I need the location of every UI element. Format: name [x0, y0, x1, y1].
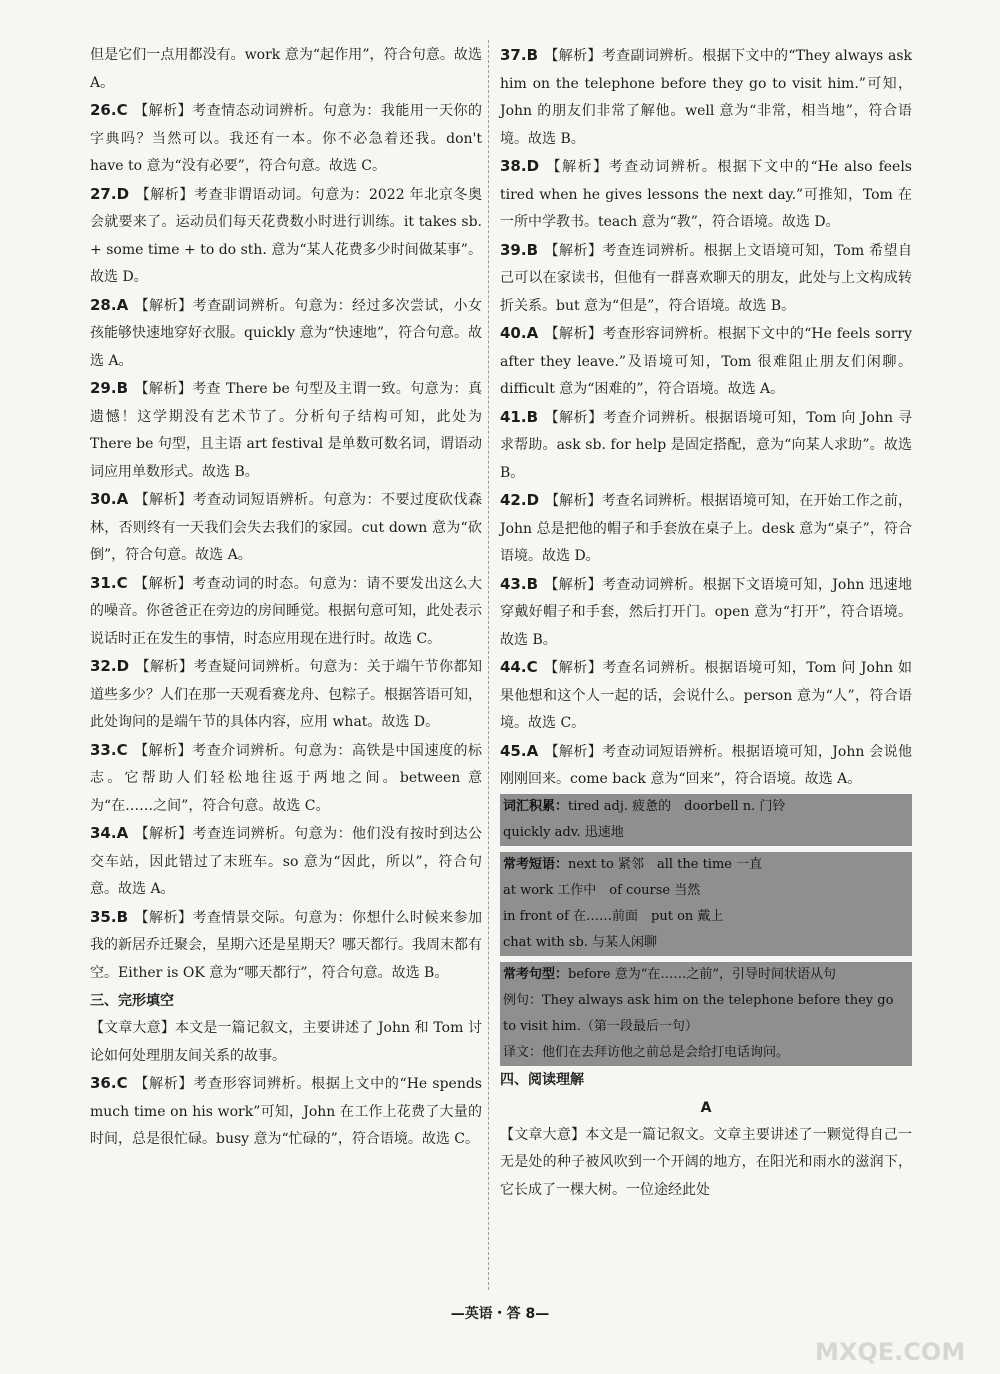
answer-explanation: 【解析】考查疑问词辨析。句意为：关于端午节你都知道些多少？人们在那一天观看赛龙舟、包粽子。根据答语可知，此处询问的是端午节的具体内容，应用 what。故选 D。	[90, 659, 482, 730]
passage-label: A	[700, 1099, 712, 1116]
section-heading-cloze: 三、完形填空	[90, 993, 174, 1009]
answer-explanation: 【解析】考查情态动词辨析。句意为：我能用一天你的字典吗？当然可以。我还有一本。你不必急着还我。don't have to 意为“没有必要”，符合句意。故选 C。	[90, 103, 482, 174]
phrase-line: next to 紧邻 all the time 一直	[568, 856, 763, 872]
answer-number: 33.C	[90, 740, 128, 759]
answer-explanation: 【解析】考查动词辨析。根据下文语境可知，John 迅速地穿戴好帽子和手套，然后打开门。open 意为“打开”，符合语境。故选 B。	[500, 576, 912, 648]
phrase-line: chat with sb. 与某人闲聊	[503, 934, 658, 950]
phrases-box	[500, 852, 912, 956]
answer-explanation: 【解析】考查动词短语辨析。句意为：不要过度砍伐森林，否则终有一天我们会失去我们的家园。cut down 意为“砍倒”，符合句意。故选 A。	[90, 492, 482, 563]
answer-number: 31.C	[90, 573, 128, 592]
right-column	[500, 42, 912, 1204]
section-heading-reading: 四、阅读理解	[500, 1071, 584, 1088]
answer-number: 27.D	[90, 184, 130, 203]
answer-number: 43.B	[500, 574, 539, 593]
answer-explanation: 【解析】考查介词辨析。根据语境可知，Tom 向 John 寻求帮助。ask sb. for help 是固定搭配，意为“向某人求助”。故选 B。	[500, 409, 912, 481]
answer-number: 29.B	[90, 379, 129, 397]
answer-entry	[500, 571, 912, 655]
vocab-line: tired adj. 疲惫的 doorbell n. 门铃	[568, 798, 786, 814]
watermark-text: MXQE.COM	[815, 1338, 966, 1366]
answer-explanation: 【解析】考查形容词辨析。根据上文中的“He spends much time on his work”可知，John 在工作上花费了大量的时间，总是很忙碌。busy 意为“忙碌的”，符合语境。故选 C。	[90, 1076, 482, 1147]
answer-entry	[500, 404, 912, 488]
answer-entry	[90, 181, 482, 292]
answer-explanation: 【解析】考查动词短语辨析。根据语境可知，John 会说他刚刚回来。come back 意为“回来”，符合语境。故选 A。	[500, 743, 912, 787]
answer-number: 44.C	[500, 658, 538, 676]
sentence-pattern-box	[500, 962, 912, 1066]
left-column	[90, 42, 482, 1154]
answer-entry	[90, 292, 482, 376]
pattern-line: before 意为“在……之前”，引导时间状语从句	[568, 966, 837, 982]
answer-explanation: 【解析】考查介词辨析。句意为：高铁是中国速度的标志。它帮助人们轻松地往返于两地之间。between 意为“在……之间”，符合句意。故选 C。	[90, 742, 482, 814]
answer-number: 42.D	[500, 491, 540, 509]
answer-explanation: 【解析】考查动词的时态。句意为：请不要发出这么大的噪音。你爸爸正在旁边的房间睡觉。根据句意可知，此处表示说话时正在发生的事情，时态应用现在进行时。故选 C。	[90, 575, 482, 647]
answer-entry	[90, 486, 482, 570]
answer-entry	[500, 42, 912, 153]
answer-explanation: 【解析】考查连词辨析。句意为：他们没有按时到达公交车站，因此错过了末班车。so 意为“因此，所以”，符合句意。故选 A。	[90, 826, 482, 897]
answer-number: 41.B	[500, 407, 539, 426]
answer-explanation: 【解析】考查副词辨析。句意为：经过多次尝试，小女孩能够快速地穿好衣服。quickly 意为“快速地”，符合句意。故选 A。	[90, 297, 482, 369]
answer-entry	[500, 237, 912, 321]
answer-number: 39.B	[500, 240, 539, 259]
answer-explanation: 【解析】考查名词辨析。根据语境可知，Tom 问 John 如果他想和这个人一起的话，会说什么。person 意为“人”，符合语境。故选 C。	[500, 660, 912, 731]
answer-explanation: 【解析】考查形容词辨析。根据下文中的“He feels sorry after they leave.”及语境可知，Tom 很难阻止朋友们闲聊。difficult 意为“困难的”，符合语境。故选 A。	[500, 326, 912, 397]
answer-number: 30.A	[90, 490, 129, 508]
answer-entry	[90, 1070, 482, 1154]
answer-number: 45.A	[500, 741, 539, 760]
page-footer: —英语・答 8—	[450, 1306, 550, 1322]
column-divider	[488, 40, 489, 1290]
answer-explanation: 【解析】考查非谓语动词。句意为：2022 年北京冬奥会就要来了。运动员们每天花费数小时进行训练。it takes sb. + some time + to do sth. 意为“某人花费多少时间做某事”。故选 D。	[90, 186, 482, 285]
answer-entry	[500, 153, 912, 237]
phrases-label: 常考短语：	[503, 856, 569, 872]
answer-explanation: 【解析】考查动词辨析。根据下文中的“He also feels tired when he gives lessons the next day.”可推知，Tom 在一所中学教书。teach 意为“教”，符合语境。故选 D。	[500, 159, 912, 230]
answer-number: 40.A	[500, 324, 539, 342]
answer-number: 32.D	[90, 657, 130, 675]
answer-explanation: 【解析】考查名词辨析。根据语境可知，在开始工作之前，John 总是把他的帽子和手套放在桌子上。desk 意为“桌子”，符合语境。故选 D。	[500, 493, 912, 564]
answer-explanation: 【解析】考查副词辨析。根据下文中的“They always ask him on the telephone before they go to visit him.”可知，John 的朋友们非常了解他。well 意为“非常，相当地”，符合语境。故选 B。	[500, 48, 912, 147]
answer-number: 38.D	[500, 157, 540, 175]
answer-explanation: 【解析】考查 There be 句型及主谓一致。句意为：真遗憾！这学期没有艺术节了。分析句子结构可知，此处为 There be 句型，且主语 art festival 是单数可数名词，谓语动词应用单数形式。故选 B。	[90, 381, 482, 480]
answer-entry	[90, 375, 482, 486]
example-line: 例句：They always ask him on the telephone before they go to visit him.（第一段最后一句）	[503, 992, 894, 1034]
answer-entry	[500, 654, 912, 738]
answer-entry	[90, 737, 482, 821]
article-summary: 【文章大意】本文是一篇记叙文。文章主要讲述了一颗觉得自己一无是处的种子被风吹到一个开阔的地方，在阳光和雨水的滋润下，它长成了一棵大树。一位途经此处	[500, 1126, 912, 1198]
answer-number: 36.C	[90, 1074, 128, 1092]
answer-number: 28.A	[90, 295, 129, 314]
phrase-line: in front of 在……前面 put on 戴上	[503, 908, 724, 924]
answer-number: 34.A	[90, 824, 129, 842]
answer-entry	[90, 820, 482, 904]
vocab-box	[500, 794, 912, 846]
vocab-label: 词汇积累：	[503, 798, 569, 814]
translation-line: 译文：他们在去拜访他之前总是会给打电话询问。	[503, 1044, 790, 1060]
answer-entry	[90, 570, 482, 654]
answer-number: 35.B	[90, 907, 129, 926]
answer-entry	[90, 97, 482, 181]
sentence-pattern-label: 常考句型：	[503, 966, 569, 982]
answer-entry	[90, 653, 482, 737]
answer-entry	[500, 487, 912, 571]
vocab-line: quickly adv. 迅速地	[503, 824, 624, 840]
answer-entry	[90, 904, 482, 988]
entry-continued: 但是它们一点用都没有。work 意为“起作用”，符合句意。故选 A。	[90, 47, 482, 91]
article-summary: 【文章大意】本文是一篇记叙文，主要讲述了 John 和 Tom 讨论如何处理朋友间关系的故事。	[90, 1020, 482, 1064]
answer-number: 37.B	[500, 46, 539, 64]
phrase-line: at work 工作中 of course 当然	[503, 882, 701, 898]
answer-number: 26.C	[90, 101, 128, 119]
answer-explanation: 【解析】考查情景交际。句意为：你想什么时候来参加我的新居乔迁聚会，星期六还是星期天？哪天都行。我周末都有空。Either is OK 意为“哪天都行”，符合句意。故选 B。	[90, 909, 482, 981]
answer-explanation: 【解析】考查连词辨析。根据上文语境可知，Tom 希望自己可以在家读书，但他有一群喜欢聊天的朋友，此处与上文构成转折关系。but 意为“但是”，符合语境。故选 B。	[500, 242, 912, 314]
answer-entry	[500, 738, 912, 794]
answer-entry	[500, 320, 912, 404]
